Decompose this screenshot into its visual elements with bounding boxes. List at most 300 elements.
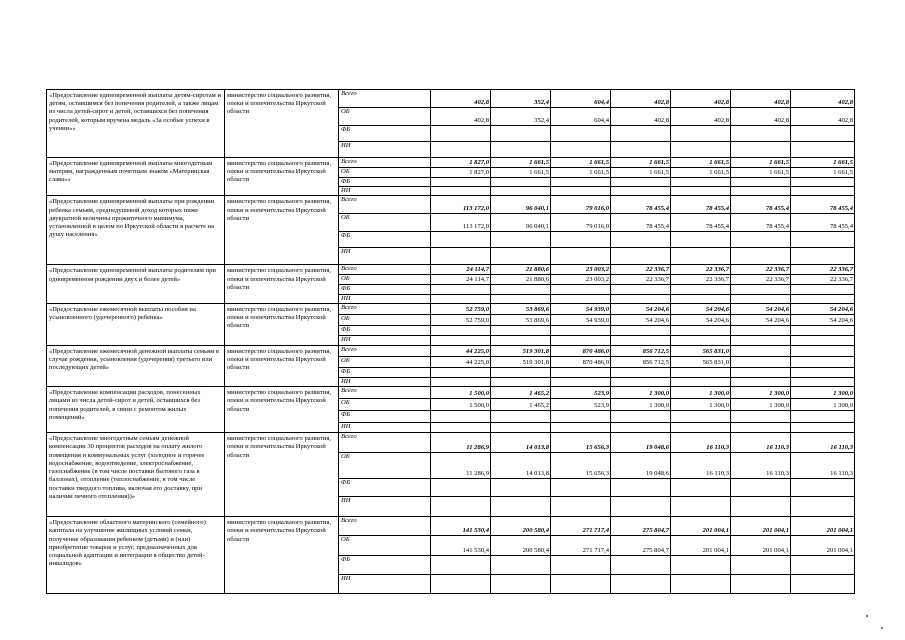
amount-cell [551, 232, 611, 248]
amount-cell [791, 178, 855, 187]
amount-cell: 1 500,0 [431, 387, 491, 399]
amount-cell [731, 325, 791, 335]
amount-cell [791, 377, 855, 386]
amount-cell: 200 580,4 [491, 517, 551, 536]
amount-cell: 1 300,0 [671, 399, 731, 411]
amount-cell [671, 187, 731, 196]
amount-cell [671, 248, 731, 265]
program-name: «Предоставление единовременной выплаты при рождении ребенка семьям, среднедушевой доход которых ниже двукратной величины прожиточного минимума, установленной в целом по Иркутской области в расчете на душу населения» [47, 196, 225, 265]
amount-cell: 23 003,2 [551, 265, 611, 275]
amount-cell: 856 712,5 [611, 356, 671, 367]
table-row [47, 345, 855, 356]
amount-cell: 54 204,6 [611, 303, 671, 314]
funding-source: ФБ [339, 479, 431, 497]
amount-cell: 402,8 [611, 108, 671, 126]
amount-cell [491, 479, 551, 497]
budget-table [46, 89, 855, 594]
funding-source: ФБ [339, 411, 431, 423]
amount-cell: 402,8 [731, 90, 791, 108]
amount-cell [731, 575, 791, 594]
amount-cell [731, 411, 791, 423]
amount-cell: 54 204,6 [671, 314, 731, 325]
amount-cell [611, 178, 671, 187]
amount-cell [551, 377, 611, 386]
amount-cell: 1 661,5 [791, 168, 855, 178]
amount-cell: 201 004,1 [731, 517, 791, 536]
amount-cell: 15 656,3 [551, 433, 611, 453]
amount-cell [491, 187, 551, 196]
amount-cell: 1 661,5 [551, 168, 611, 178]
amount-cell [551, 411, 611, 423]
amount-cell [791, 325, 855, 335]
table-row [47, 196, 855, 214]
amount-cell [551, 285, 611, 294]
funding-source: ИИ [339, 248, 431, 265]
amount-cell: 21 880,6 [491, 265, 551, 275]
amount-cell [431, 232, 491, 248]
funding-source: ИИ [339, 335, 431, 345]
funding-source: ОБ [339, 108, 431, 126]
amount-cell: 856 712,5 [611, 345, 671, 356]
amount-cell [671, 325, 731, 335]
amount-cell [731, 345, 791, 356]
amount-cell: 402,8 [671, 90, 731, 108]
amount-cell: 1 661,5 [611, 158, 671, 168]
amount-cell [791, 126, 855, 142]
amount-cell [731, 142, 791, 158]
funding-source: ИИ [339, 497, 431, 517]
amount-cell: 78 455,4 [611, 196, 671, 214]
program-name: «Предоставление многодетным семьям денежной компенсации 30 процентов расходов на оплату жилого помещения и коммунальных услуг (холодное и горячее водоснабжение, водоотведение, электроснабжение, газоснабжение (в том числе поставки бытового газа в баллонах), отопление (теплоснабжение, в том числе поставки твердого топлива, включая его доставку, при наличии печного отопления))» [47, 433, 225, 517]
amount-cell [731, 178, 791, 187]
amount-cell [731, 126, 791, 142]
amount-cell: 523,9 [551, 399, 611, 411]
amount-cell: 1 661,5 [731, 168, 791, 178]
amount-cell: 14 013,8 [491, 433, 551, 453]
amount-cell [791, 411, 855, 423]
amount-cell [671, 178, 731, 187]
amount-cell [611, 335, 671, 345]
amount-cell [491, 294, 551, 303]
amount-cell [671, 367, 731, 377]
amount-cell [671, 232, 731, 248]
amount-cell: 22 336,7 [791, 265, 855, 275]
funding-source: Всего [339, 90, 431, 108]
amount-cell [791, 556, 855, 575]
amount-cell [431, 335, 491, 345]
amount-cell [791, 575, 855, 594]
amount-cell: 54 204,6 [731, 303, 791, 314]
funding-source: ИИ [339, 294, 431, 303]
amount-cell [611, 497, 671, 517]
amount-cell [611, 556, 671, 575]
amount-cell: 352,4 [491, 108, 551, 126]
amount-cell: 52 759,0 [431, 314, 491, 325]
amount-cell [431, 575, 491, 594]
amount-cell [611, 285, 671, 294]
amount-cell [551, 126, 611, 142]
amount-cell: 19 048,6 [611, 433, 671, 453]
program-name: «Предоставление единовременной выплаты многодетным матерям, награжденным почетным знаком «Материнская слава»» [47, 158, 225, 196]
table-row [47, 433, 855, 453]
amount-cell [671, 479, 731, 497]
amount-cell: 1 661,5 [491, 158, 551, 168]
amount-cell [491, 232, 551, 248]
amount-cell [551, 294, 611, 303]
responsible-department: министерство социального развития, опеки и попечительства Иркутской области [225, 387, 339, 433]
amount-cell: 402,8 [791, 90, 855, 108]
amount-cell [791, 345, 855, 356]
table-row [47, 387, 855, 399]
amount-cell [551, 187, 611, 196]
amount-cell [491, 497, 551, 517]
funding-source: Всего [339, 158, 431, 168]
amount-cell [551, 248, 611, 265]
program-name: «Предоставление ежемесячной денежной выплаты семьям в случае рождения, усыновления (удочерения) третьего или последующих детей» [47, 345, 225, 386]
amount-cell: 523,9 [551, 387, 611, 399]
amount-cell [671, 335, 731, 345]
amount-cell [611, 232, 671, 248]
responsible-department: министерство социального развития, опеки и попечительства Иркутской области [225, 517, 339, 594]
amount-cell [551, 142, 611, 158]
amount-cell [551, 367, 611, 377]
amount-cell: 352,4 [491, 90, 551, 108]
amount-cell: 24 114,7 [431, 275, 491, 285]
amount-cell: 1 661,5 [551, 158, 611, 168]
amount-cell: 52 759,0 [431, 303, 491, 314]
responsible-department: министерство социального развития, опеки и попечительства Иркутской области [225, 433, 339, 517]
amount-cell: 54 204,6 [731, 314, 791, 325]
amount-cell: 19 048,6 [611, 453, 671, 479]
funding-source: ОБ [339, 314, 431, 325]
amount-cell [551, 178, 611, 187]
responsible-department: министерство социального развития, опеки и попечительства Иркутской области [225, 303, 339, 345]
amount-cell: 565 831,0 [671, 345, 731, 356]
funding-source: Всего [339, 196, 431, 214]
amount-cell: 54 204,6 [671, 303, 731, 314]
amount-cell [731, 497, 791, 517]
amount-cell [611, 377, 671, 386]
funding-source: ИИ [339, 575, 431, 594]
amount-cell [731, 232, 791, 248]
budget-table-body [47, 90, 855, 594]
responsible-department: министерство социального развития, опеки и попечительства Иркутской области [225, 196, 339, 265]
funding-source: Всего [339, 517, 431, 536]
amount-cell: 113 172,0 [431, 196, 491, 214]
amount-cell [551, 335, 611, 345]
amount-cell [671, 497, 731, 517]
amount-cell: 54 939,0 [551, 314, 611, 325]
amount-cell [671, 377, 731, 386]
amount-cell [671, 142, 731, 158]
amount-cell: 16 110,3 [791, 453, 855, 479]
amount-cell [551, 325, 611, 335]
amount-cell: 78 455,4 [731, 196, 791, 214]
amount-cell: 54 204,6 [791, 314, 855, 325]
amount-cell [731, 367, 791, 377]
responsible-department: министерство социального развития, опеки и попечительства Иркутской области [225, 158, 339, 196]
amount-cell [491, 335, 551, 345]
amount-cell [671, 126, 731, 142]
responsible-department: министерство социального развития, опеки и попечительства Иркутской области [225, 345, 339, 386]
amount-cell: 141 530,4 [431, 517, 491, 536]
table-row [47, 90, 855, 108]
amount-cell [611, 575, 671, 594]
amount-cell [791, 423, 855, 433]
amount-cell: 1 300,0 [671, 387, 731, 399]
amount-cell: 402,8 [671, 108, 731, 126]
amount-cell [431, 556, 491, 575]
amount-cell [791, 285, 855, 294]
amount-cell [791, 356, 855, 367]
amount-cell [491, 248, 551, 265]
funding-source: ОБ [339, 168, 431, 178]
amount-cell [431, 325, 491, 335]
amount-cell [431, 178, 491, 187]
amount-cell: 1 465,2 [491, 387, 551, 399]
amount-cell [791, 479, 855, 497]
program-name: «Предоставление компенсации расходов, понесенных лицами из числа детей-сирот и детей, оставшихся без попечения родителей, в связи с ремонтом жилых помещений» [47, 387, 225, 433]
amount-cell [671, 294, 731, 303]
funding-source: ОБ [339, 275, 431, 285]
amount-cell [611, 294, 671, 303]
funding-source: ИИ [339, 423, 431, 433]
amount-cell: 96 040,1 [491, 196, 551, 214]
amount-cell [791, 142, 855, 158]
funding-source: ИИ [339, 377, 431, 386]
amount-cell [431, 187, 491, 196]
amount-cell: 1 300,0 [791, 399, 855, 411]
amount-cell [731, 285, 791, 294]
responsible-department: министерство социального развития, опеки и попечительства Иркутской области [225, 265, 339, 303]
amount-cell: 519 301,8 [491, 356, 551, 367]
table-row [47, 303, 855, 314]
amount-cell: 78 455,4 [671, 196, 731, 214]
amount-cell [431, 411, 491, 423]
funding-source: Всего [339, 303, 431, 314]
amount-cell: 1 661,5 [791, 158, 855, 168]
amount-cell: 870 486,0 [551, 345, 611, 356]
table-row [47, 517, 855, 536]
amount-cell [491, 411, 551, 423]
amount-cell: 21 880,6 [491, 275, 551, 285]
amount-cell: 16 110,3 [731, 453, 791, 479]
amount-cell: 201 004,1 [791, 536, 855, 556]
amount-cell [731, 479, 791, 497]
amount-cell [431, 497, 491, 517]
scan-dot [881, 627, 883, 629]
amount-cell: 22 336,7 [731, 275, 791, 285]
amount-cell [731, 556, 791, 575]
amount-cell [731, 356, 791, 367]
funding-source: ОБ [339, 214, 431, 232]
amount-cell: 201 004,1 [731, 536, 791, 556]
amount-cell [731, 335, 791, 345]
amount-cell [431, 142, 491, 158]
amount-cell [551, 497, 611, 517]
table-row [47, 158, 855, 168]
amount-cell: 402,8 [791, 108, 855, 126]
amount-cell: 275 804,7 [611, 517, 671, 536]
amount-cell: 201 004,1 [671, 536, 731, 556]
amount-cell: 79 016,0 [551, 196, 611, 214]
amount-cell: 1 500,0 [431, 399, 491, 411]
amount-cell [611, 423, 671, 433]
amount-cell: 604,4 [551, 90, 611, 108]
amount-cell [491, 285, 551, 294]
funding-source: ОБ [339, 536, 431, 556]
amount-cell [431, 377, 491, 386]
amount-cell: 1 661,5 [491, 168, 551, 178]
amount-cell: 1 465,2 [491, 399, 551, 411]
amount-cell: 402,8 [731, 108, 791, 126]
amount-cell: 1 827,0 [431, 158, 491, 168]
amount-cell: 1 300,0 [611, 399, 671, 411]
amount-cell [731, 248, 791, 265]
amount-cell: 14 013,8 [491, 453, 551, 479]
amount-cell: 1 661,5 [671, 168, 731, 178]
amount-cell: 1 300,0 [731, 399, 791, 411]
amount-cell [671, 575, 731, 594]
amount-cell [431, 367, 491, 377]
program-name: «Предоставление единовременной выплаты родителям при одновременном рождении двух и более детей» [47, 265, 225, 303]
amount-cell: 79 016,0 [551, 214, 611, 232]
amount-cell: 78 455,4 [731, 214, 791, 232]
amount-cell: 271 717,4 [551, 536, 611, 556]
amount-cell [791, 248, 855, 265]
program-name: «Предоставление единовременной выплаты детям-сиротам и детям, оставшимся без попечения родителей, а также лицам из числа детей-сирот и детей, оставшихся без попечения родителей, которым вручена медаль «За особые успехи в учении»» [47, 90, 225, 158]
funding-source: ИИ [339, 142, 431, 158]
amount-cell: 16 110,3 [731, 433, 791, 453]
amount-cell: 1 300,0 [791, 387, 855, 399]
amount-cell: 1 300,0 [611, 387, 671, 399]
amount-cell: 200 580,4 [491, 536, 551, 556]
amount-cell [731, 187, 791, 196]
amount-cell: 604,4 [551, 108, 611, 126]
amount-cell [491, 142, 551, 158]
amount-cell: 54 939,0 [551, 303, 611, 314]
amount-cell [491, 423, 551, 433]
funding-source: ФБ [339, 126, 431, 142]
amount-cell: 565 831,0 [671, 356, 731, 367]
amount-cell: 44 225,0 [431, 345, 491, 356]
amount-cell: 22 336,7 [671, 275, 731, 285]
amount-cell: 78 455,4 [611, 214, 671, 232]
amount-cell: 22 336,7 [671, 265, 731, 275]
amount-cell [551, 575, 611, 594]
funding-source: ФБ [339, 285, 431, 294]
amount-cell: 54 204,6 [611, 314, 671, 325]
amount-cell: 22 336,7 [791, 275, 855, 285]
amount-cell [791, 187, 855, 196]
amount-cell [431, 285, 491, 294]
amount-cell [491, 178, 551, 187]
amount-cell: 16 110,3 [671, 453, 731, 479]
amount-cell [551, 479, 611, 497]
funding-source: ФБ [339, 178, 431, 187]
amount-cell [551, 423, 611, 433]
amount-cell [671, 285, 731, 294]
amount-cell [611, 187, 671, 196]
amount-cell: 1 827,0 [431, 168, 491, 178]
amount-cell [731, 423, 791, 433]
table-row [47, 265, 855, 275]
amount-cell: 78 455,4 [791, 196, 855, 214]
amount-cell: 44 225,0 [431, 356, 491, 367]
amount-cell: 271 717,4 [551, 517, 611, 536]
amount-cell [731, 294, 791, 303]
amount-cell: 54 204,6 [791, 303, 855, 314]
amount-cell [611, 367, 671, 377]
responsible-department: министерство социального развития, опеки и попечительства Иркутской области [225, 90, 339, 158]
amount-cell: 11 286,9 [431, 453, 491, 479]
amount-cell [611, 325, 671, 335]
amount-cell [671, 423, 731, 433]
amount-cell: 201 004,1 [791, 517, 855, 536]
amount-cell [431, 126, 491, 142]
amount-cell [791, 294, 855, 303]
program-name: «Предоставление ежемесячной выплаты пособия на усыновленного (удочеренного) ребенка» [47, 303, 225, 345]
funding-source: Всего [339, 433, 431, 453]
funding-source: ИИ [339, 187, 431, 196]
amount-cell: 16 110,3 [671, 433, 731, 453]
amount-cell [491, 126, 551, 142]
amount-cell [611, 248, 671, 265]
program-name: «Предоставление областного материнского (семейного) капитала на улучшение жилищных условий семьи, получение образования ребенком (детьми) и (или) приобретение товаров и услуг, предназначенных для социальной адаптации и интеграции в общество детей-инвалидов» [47, 517, 225, 594]
funding-source: Всего [339, 265, 431, 275]
amount-cell: 113 172,0 [431, 214, 491, 232]
amount-cell: 201 004,1 [671, 517, 731, 536]
amount-cell: 1 661,5 [611, 168, 671, 178]
amount-cell [491, 325, 551, 335]
scan-dot [866, 615, 868, 617]
amount-cell [671, 411, 731, 423]
amount-cell: 78 455,4 [791, 214, 855, 232]
amount-cell: 1 661,5 [671, 158, 731, 168]
amount-cell: 1 661,5 [731, 158, 791, 168]
amount-cell [611, 142, 671, 158]
amount-cell [611, 479, 671, 497]
funding-source: ОБ [339, 453, 431, 479]
amount-cell [671, 556, 731, 575]
amount-cell: 24 114,7 [431, 265, 491, 275]
amount-cell: 22 336,7 [611, 275, 671, 285]
amount-cell [491, 377, 551, 386]
funding-source: Всего [339, 387, 431, 399]
amount-cell: 870 486,0 [551, 356, 611, 367]
amount-cell [431, 294, 491, 303]
amount-cell [431, 423, 491, 433]
amount-cell: 11 286,9 [431, 433, 491, 453]
amount-cell [491, 367, 551, 377]
amount-cell: 402,8 [431, 90, 491, 108]
amount-cell [431, 248, 491, 265]
funding-source: Всего [339, 345, 431, 356]
amount-cell: 22 336,7 [611, 265, 671, 275]
funding-source: ФБ [339, 556, 431, 575]
amount-cell: 402,8 [611, 90, 671, 108]
amount-cell [791, 497, 855, 517]
amount-cell [491, 556, 551, 575]
amount-cell [431, 479, 491, 497]
funding-source: ФБ [339, 232, 431, 248]
amount-cell: 22 336,7 [731, 265, 791, 275]
amount-cell: 275 804,7 [611, 536, 671, 556]
funding-source: ФБ [339, 367, 431, 377]
amount-cell: 519 301,8 [491, 345, 551, 356]
amount-cell [731, 377, 791, 386]
amount-cell [491, 575, 551, 594]
